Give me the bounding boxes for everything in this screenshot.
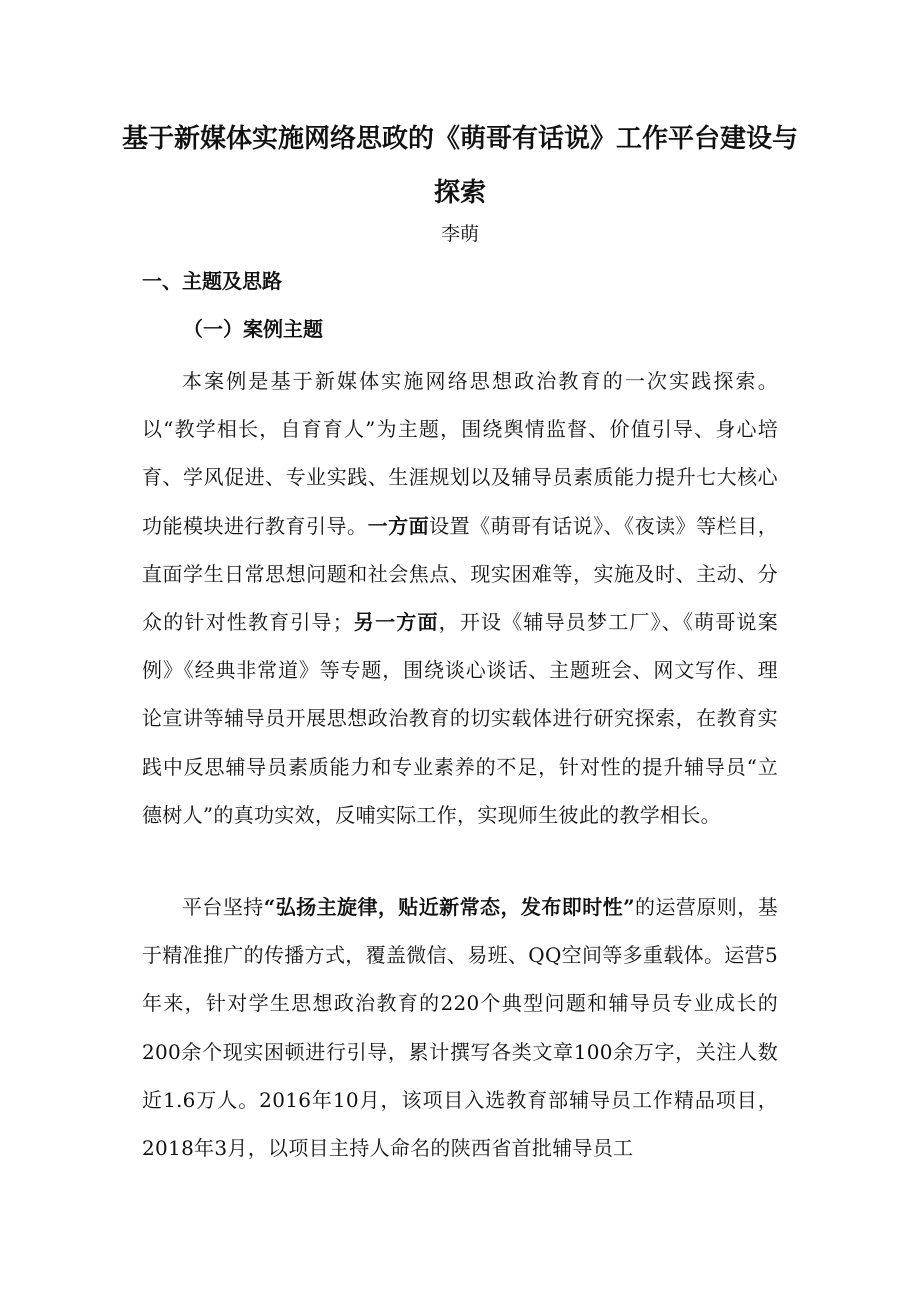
author-name: 李萌 (440, 223, 479, 245)
body-paragraph-1 (142, 357, 778, 839)
emphasis-text: 一方面 (367, 513, 430, 538)
subsection-heading: （一）案例主题 (183, 317, 323, 341)
paragraph-text: ，开设《辅导员梦工厂》、《萌哥说案例》《经典非常道》等专题，围绕谈心谈话、主题班会、网文写作、理论宣讲等辅导员开展思想政治教育的切实载体进行研究探索，在教育实践中反思辅导员素质能力和专业素养的不足，针对性的提升辅导员“立德树人”的真功实效，反哺实际工作，实现师生彼此的教学相长。 (142, 610, 779, 827)
paragraph-text: 本案例是基于新媒体实施网络思想政治教育的一次实践探索。以“教学相长，自育育人”为主题，围绕舆情监督、价值引导、身心培育、学风促进、专业实践、生涯规划以及辅导员素质能力提升七大核心功能模块进行教育引导。 (142, 369, 778, 538)
emphasis-text: “弘扬主旋律，贴近新常态，发布即时性” (263, 895, 635, 919)
section-heading: 一、主题及思路 (142, 269, 282, 293)
paragraph-text: 设置《萌哥有话说》、《夜读》等栏目，直面学生日常思想问题和社会焦点、现实困难等，实施及时、主动、分众的针对性教育引导； (142, 513, 778, 635)
paragraph-text: 平台坚持 (182, 895, 264, 919)
emphasis-text: 另一方面 (353, 610, 439, 635)
document-title: 基于新媒体实施网络思政的《萌哥有话说》工作平台建设与探索 (121, 124, 798, 208)
paragraph-text: 的运营原则，基于精准推广的传播方式，覆盖微信、易班、QQ空间等多重载体。运营5年来，针对学生思想政治教育的220个典型问题和辅导员专业成长的200余个现实困顿进行引导，累计撰写各类文章100余万字，关注人数近1.6万人。2016年10月，该项目入选教育部辅导员工作精品项目，2018年3月，以项目主持人命名的陕西省首批辅导员工 (142, 895, 778, 1161)
body-paragraph-2 (142, 883, 778, 1172)
